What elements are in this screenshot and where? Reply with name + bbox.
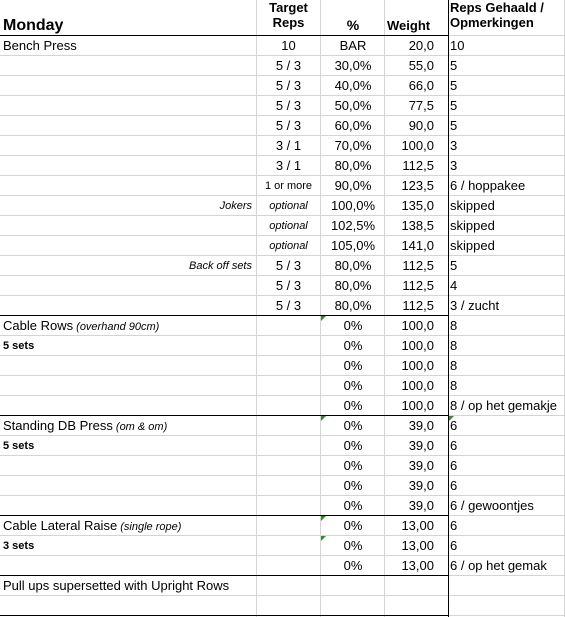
notes-border [448, 0, 449, 617]
notes-header-1[interactable]: Reps Gehaald / [450, 0, 544, 15]
weight-cell[interactable]: 39,0 [408, 458, 434, 473]
notes-cell[interactable]: 8 [450, 338, 458, 353]
weight-cell[interactable]: 90,0 [408, 118, 434, 133]
pct-cell[interactable]: 0% [343, 558, 363, 573]
notes-cell[interactable]: skipped [450, 238, 495, 253]
weight-cell[interactable]: 20,0 [408, 38, 434, 53]
weight-cell[interactable]: 39,0 [408, 498, 434, 513]
exercise-name[interactable]: Pull ups supersetted with Upright Rows [3, 578, 230, 593]
bottom-border [0, 615, 448, 616]
target-reps-cell[interactable]: 3 / 1 [275, 158, 302, 173]
weight-cell[interactable]: 112,5 [402, 158, 434, 173]
pct-cell[interactable]: 60,0% [334, 118, 372, 133]
weight-cell[interactable]: 138,5 [401, 218, 434, 233]
notes-cell[interactable]: 6 [450, 458, 458, 473]
notes-cell[interactable]: skipped [450, 198, 495, 213]
notes-cell[interactable]: 6 [450, 418, 458, 433]
notes-cell[interactable]: 5 [450, 78, 458, 93]
pct-cell[interactable]: BAR [339, 38, 367, 53]
notes-cell[interactable]: 6 [450, 518, 458, 533]
target-reps-cell[interactable]: 3 / 1 [275, 138, 302, 153]
notes-cell[interactable]: 6 / hoppakee [450, 178, 526, 193]
exercise-name[interactable]: Cable Lateral Raise (single rope) [3, 518, 182, 533]
pct-cell[interactable]: 0% [343, 518, 363, 533]
target-reps-cell[interactable]: 5 / 3 [275, 118, 302, 133]
weight-cell[interactable]: 100,0 [401, 318, 434, 333]
day-title[interactable]: Monday [3, 17, 64, 34]
weight-cell[interactable]: 100,0 [401, 138, 434, 153]
group-label: Back off sets [189, 260, 252, 272]
pct-cell[interactable]: 30,0% [334, 58, 372, 73]
notes-cell[interactable]: 8 [450, 378, 458, 393]
pct-cell[interactable]: 0% [343, 358, 363, 373]
notes-cell[interactable]: 8 [450, 358, 458, 373]
exercise-name[interactable]: Standing DB Press (om & om) [3, 418, 168, 433]
pct-cell[interactable]: 0% [343, 538, 363, 553]
notes-cell[interactable]: 8 / op het gemakje [450, 398, 557, 413]
pct-cell[interactable]: 50,0% [334, 98, 372, 113]
pct-cell[interactable]: 105,0% [330, 238, 376, 253]
pct-cell[interactable]: 80,0% [334, 278, 372, 293]
weight-header[interactable]: Weight [387, 18, 431, 33]
pct-cell[interactable]: 80,0% [334, 298, 372, 313]
notes-cell[interactable]: 6 / gewoontjes [450, 498, 534, 513]
weight-cell[interactable]: 55,0 [408, 58, 434, 73]
notes-cell[interactable]: 6 [450, 538, 458, 553]
weight-cell[interactable]: 66,0 [408, 78, 434, 93]
weight-cell[interactable]: 112,5 [402, 278, 434, 293]
notes-cell[interactable]: 5 [450, 118, 458, 133]
notes-cell[interactable]: 3 [450, 138, 458, 153]
pct-cell[interactable]: 0% [343, 418, 363, 433]
notes-cell[interactable]: 5 [450, 58, 458, 73]
pct-cell[interactable]: 90,0% [334, 178, 372, 193]
notes-cell[interactable]: 8 [450, 318, 458, 333]
target-reps-cell[interactable]: 1 or more [264, 180, 313, 192]
pct-cell[interactable]: 0% [343, 458, 363, 473]
weight-cell[interactable]: 112,5 [402, 258, 434, 273]
pct-cell[interactable]: 100,0% [330, 198, 376, 213]
target-reps-cell[interactable]: 5 / 3 [275, 58, 302, 73]
target-reps-cell[interactable]: 5 / 3 [275, 278, 302, 293]
pct-cell[interactable]: 0% [343, 498, 363, 513]
pct-cell[interactable]: 80,0% [334, 158, 372, 173]
pct-cell[interactable]: 70,0% [334, 138, 372, 153]
pct-cell[interactable]: 0% [343, 438, 363, 453]
notes-cell[interactable]: 6 [450, 438, 458, 453]
pct-header[interactable]: % [346, 17, 360, 33]
weight-cell[interactable]: 135,0 [401, 198, 434, 213]
exercise-note: (single rope) [117, 521, 182, 533]
weight-cell[interactable]: 100,0 [401, 378, 434, 393]
weight-cell[interactable]: 112,5 [402, 298, 434, 313]
group-label: Jokers [219, 200, 252, 212]
exercise-name[interactable]: Bench Press [3, 38, 77, 53]
weight-cell[interactable]: 100,0 [401, 398, 434, 413]
exercise-name[interactable]: Cable Rows (overhand 90cm) [3, 318, 160, 333]
notes-cell[interactable]: 5 [450, 98, 458, 113]
notes-cell[interactable]: skipped [450, 218, 495, 233]
weight-cell[interactable]: 77,5 [408, 98, 434, 113]
target-reps-cell[interactable]: optional [269, 200, 308, 212]
pct-cell[interactable]: 40,0% [334, 78, 372, 93]
target-reps-cell[interactable]: optional [269, 240, 308, 252]
target-reps-cell[interactable]: 5 / 3 [275, 258, 302, 273]
weight-cell[interactable]: 13,00 [401, 518, 434, 533]
pct-cell[interactable]: 80,0% [334, 258, 372, 273]
target-reps-header-1[interactable]: Target [269, 0, 308, 15]
target-reps-header-2[interactable]: Reps [272, 15, 305, 30]
target-reps-cell[interactable]: 5 / 3 [275, 98, 302, 113]
pct-cell[interactable]: 102,5% [330, 218, 376, 233]
target-reps-cell[interactable]: optional [269, 220, 308, 232]
target-reps-cell[interactable]: 10 [281, 38, 296, 53]
target-reps-cell[interactable]: 5 / 3 [275, 78, 302, 93]
pct-cell[interactable]: 0% [343, 478, 363, 493]
notes-cell[interactable]: 3 / zucht [450, 298, 500, 313]
pct-cell[interactable]: 0% [343, 378, 363, 393]
weight-cell[interactable]: 141,0 [401, 238, 434, 253]
weight-cell[interactable]: 39,0 [408, 438, 434, 453]
pct-cell[interactable]: 0% [343, 398, 363, 413]
notes-cell[interactable]: 6 / op het gemak [450, 558, 547, 573]
notes-cell[interactable]: 4 [450, 278, 458, 293]
weight-cell[interactable]: 39,0 [408, 418, 434, 433]
weight-cell[interactable]: 100,0 [401, 338, 434, 353]
exercise-note: (om & om) [112, 421, 168, 433]
pct-cell[interactable]: 0% [343, 318, 363, 333]
notes-cell[interactable]: 10 [450, 38, 465, 53]
weight-cell[interactable]: 13,00 [401, 538, 434, 553]
sets-count[interactable]: 5 sets [3, 440, 35, 452]
notes-header-2[interactable]: Opmerkingen [450, 15, 534, 30]
weight-cell[interactable]: 13,00 [401, 558, 434, 573]
sets-count[interactable]: 5 sets [3, 340, 35, 352]
weight-cell[interactable]: 100,0 [401, 358, 434, 373]
target-reps-cell[interactable]: 5 / 3 [275, 298, 302, 313]
exercise-note: (overhand 90cm) [73, 321, 160, 333]
pct-cell[interactable]: 0% [343, 338, 363, 353]
notes-cell[interactable]: 6 [450, 478, 458, 493]
notes-cell[interactable]: 5 [450, 258, 458, 273]
weight-cell[interactable]: 123,5 [401, 178, 434, 193]
notes-cell[interactable]: 3 [450, 158, 458, 173]
weight-cell[interactable]: 39,0 [408, 478, 434, 493]
sets-count[interactable]: 3 sets [3, 540, 35, 552]
